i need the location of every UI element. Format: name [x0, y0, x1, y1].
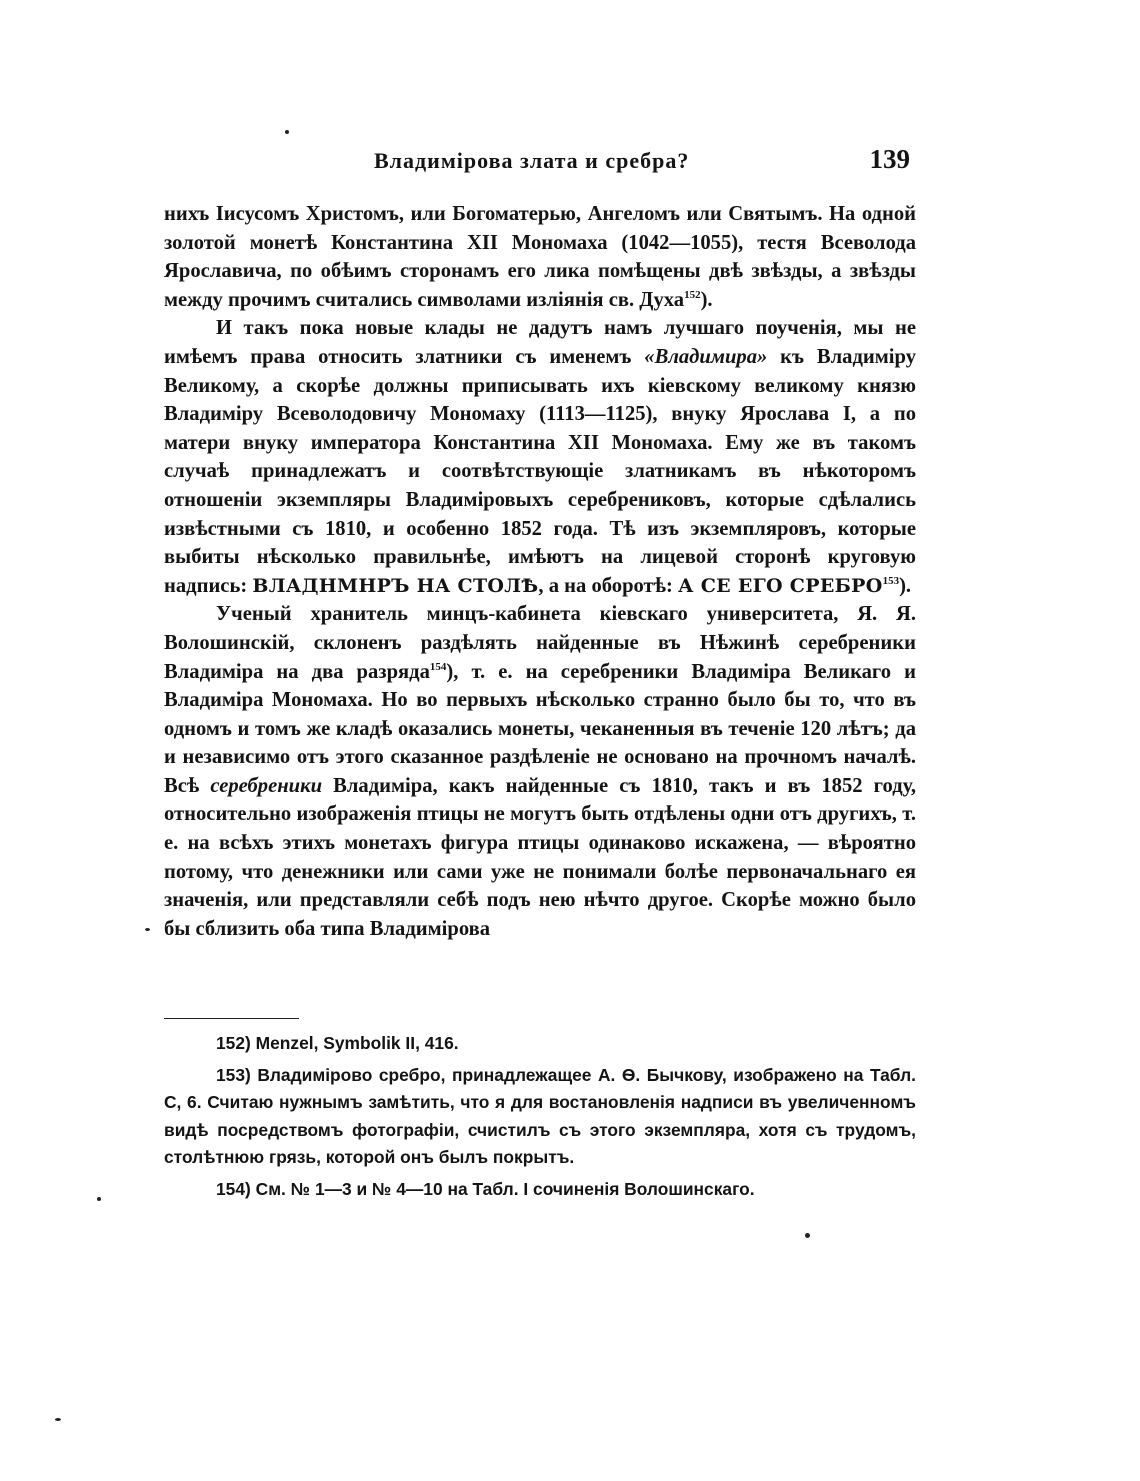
scan-speck: [145, 928, 150, 931]
paragraph-3: [164, 600, 916, 943]
paragraph-1: [164, 200, 916, 314]
coin-inscription-reverse: А СЕ ЕГО СРЕБРО: [678, 574, 883, 597]
paragraph-2: [164, 314, 916, 600]
page-number: 139: [869, 144, 910, 174]
scan-speck: [805, 1233, 810, 1238]
footnote-ref-152: 152: [684, 288, 701, 301]
running-title: Владимірова злата и сребра?: [374, 148, 690, 173]
footnotes: [164, 1030, 916, 1207]
running-head: [164, 144, 916, 178]
footnote-152: 152) Menzel, Symbolik II, 416.: [216, 1033, 459, 1053]
paragraph-3-text-cont: ), т. е. на серебреники Владиміра Великаго и Владиміра Мономаха. Но во первыхъ нѣсколько странно было бы то, что въ одномъ и томъ же кладѣ оказались монеты, чеканенныя въ теченіе 120 лѣтъ; да и независимо отъ этого сказанное раздѣленіе не основано на прочномъ началѣ. Всѣ: [164, 660, 916, 797]
footnote-153: 153) Владимірово сребро, принадлежащее А. Ѳ. Бычкову, изображено на Табл. С, 6. Считаю нужнымъ замѣтить, что я для востановленія надписи въ увеличенномъ видѣ посредствомъ фотографіи, счистилъ съ этого экземпляра, хотя съ трудомъ, столѣтнюю грязь, которой онъ былъ покрытъ.: [164, 1064, 916, 1167]
paragraph-3-text: Ученый хранитель минцъ-кабинета кіевскаго университета, Я. Я. Волошинскій, склоненъ раздѣлять найденные въ Нѣжинѣ серебреники Владиміра на два разряда: [164, 603, 916, 683]
paragraph-3-italic-term: серебреники: [210, 774, 323, 797]
footnote-154: 154) См. № 1—3 и № 4—10 на Табл. I сочиненія Волошинскаго.: [216, 1178, 755, 1199]
footnote-ref-153: 153: [882, 574, 900, 587]
body-text: [164, 200, 916, 943]
scan-speck: [55, 1418, 61, 1421]
paragraph-2-italic-name: «Владимира»: [644, 345, 768, 368]
paragraph-2-end: ).: [899, 574, 912, 597]
paragraph-2-text-cont: къ Владиміру Великому, а скорѣе должны приписывать ихъ кіевскому великому князю Владиміру Всеволодовичу Мономаху (1113—1125), внуку Ярослава I, а по матери внуку императора Константина XII Мономаха. Ему же въ такомъ случаѣ принадлежатъ и соотвѣтствующіе златникамъ въ нѣкоторомъ отношеніи экземпляры Владиміровыхъ серебрениковъ, которые сдѣлались извѣстными съ 1810, и особенно 1852 года. Тѣ изъ экземпляровъ, которые выбиты нѣсколько правильнѣе, имѣютъ на лицевой сторонѣ круговую надпись:: [164, 345, 916, 597]
paragraph-1-end: ).: [700, 288, 713, 311]
footnote-divider: [164, 1018, 299, 1019]
coin-inscription-obverse: ВЛАДНМНРЪ НА СТОЛѢ: [252, 574, 539, 597]
scan-speck: [97, 1197, 101, 1201]
scan-speck: [285, 130, 289, 134]
footnote-ref-154: 154: [429, 660, 447, 673]
paragraph-1-text: нихъ Іисусомъ Христомъ, или Богоматерью, Ангеломъ или Святымъ. На одной золотой монетѣ Константина XII Мономаха (1042—1055), тестя Всеволода Ярославича, по обѣимъ сторонамъ его лика помѣщены двѣ звѣзды, а звѣзды между прочимъ считались символами изліянія св. Духа: [164, 203, 916, 311]
paragraph-2-text: И такъ пока новые клады не дадутъ намъ лучшаго поученія, мы не имѣемъ права относить златники съ именемъ: [164, 317, 916, 368]
paragraph-2-text-mid: , а на оборотѣ:: [538, 574, 679, 597]
paragraph-3-text-end: Владиміра, какъ найденные съ 1810, такъ и въ 1852 году, относительно изображенія птицы не могутъ быть отдѣлены одни отъ другихъ, т. е. на всѣхъ этихъ монетахъ фигура птицы одинаково искажена, — вѣроятно потому, что денежники или сами уже не понимали болѣе первоначальнаго ея значенія, или представляли себѣ подъ нею нѣчто другое. Скорѣе можно было бы сблизить оба типа Владимірова: [164, 774, 916, 940]
